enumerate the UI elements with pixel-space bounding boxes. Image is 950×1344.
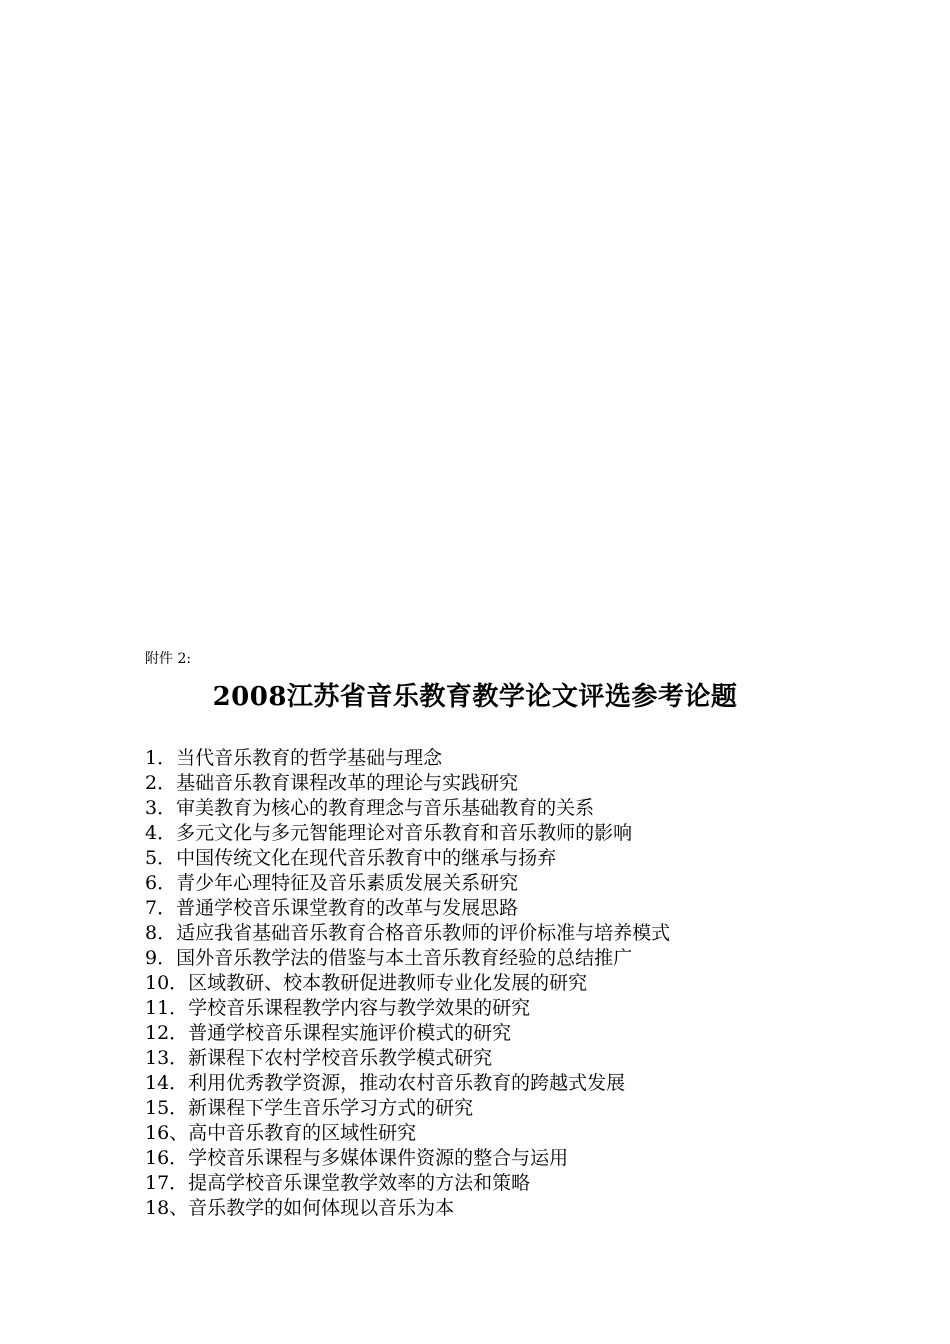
topic-list (145, 746, 865, 1221)
topic-item: 14．利用优秀教学资源，推动农村音乐教育的跨越式发展 (145, 1072, 626, 1094)
topic-item: 13．新课程下农村学校音乐教学模式研究 (145, 1047, 493, 1069)
topic-item: 10．区域教研、校本教研促进教师专业化发展的研究 (145, 972, 588, 994)
topic-item: 5．中国传统文化在现代音乐教育中的继承与扬弃 (145, 847, 557, 869)
attachment-label: 附件 2: (145, 651, 192, 667)
topic-item: 3．审美教育为核心的教育理念与音乐基础教育的关系 (145, 797, 595, 819)
topic-item: 11．学校音乐课程教学内容与教学效果的研究 (145, 997, 531, 1019)
topic-item: 8．适应我省基础音乐教育合格音乐教师的评价标准与培养模式 (145, 922, 671, 944)
topic-item: 7．普通学校音乐课堂教育的改革与发展思路 (145, 897, 519, 919)
topic-item: 4．多元文化与多元智能理论对音乐教育和音乐教师的影响 (145, 822, 633, 844)
document-title: 2008江苏省音乐教育教学论文评选参考论题 (212, 682, 738, 712)
topic-item: 18、音乐教学的如何体现以音乐为本 (145, 1197, 455, 1219)
topic-item: 1．当代音乐教育的哲学基础与理念 (145, 747, 443, 769)
topic-item: 9．国外音乐教学法的借鉴与本土音乐教育经验的总结推广 (145, 947, 633, 969)
topic-item: 17．提高学校音乐课堂教学效率的方法和策略 (145, 1172, 531, 1194)
topic-item: 6．青少年心理特征及音乐素质发展关系研究 (145, 872, 519, 894)
topic-item: 12．普通学校音乐课程实施评价模式的研究 (145, 1022, 512, 1044)
topic-item: 16．学校音乐课程与多媒体课件资源的整合与运用 (145, 1147, 569, 1169)
topic-item: 15．新课程下学生音乐学习方式的研究 (145, 1097, 474, 1119)
topic-item: 16、高中音乐教育的区域性研究 (145, 1122, 417, 1144)
topic-item: 2．基础音乐教育课程改革的理论与实践研究 (145, 772, 519, 794)
